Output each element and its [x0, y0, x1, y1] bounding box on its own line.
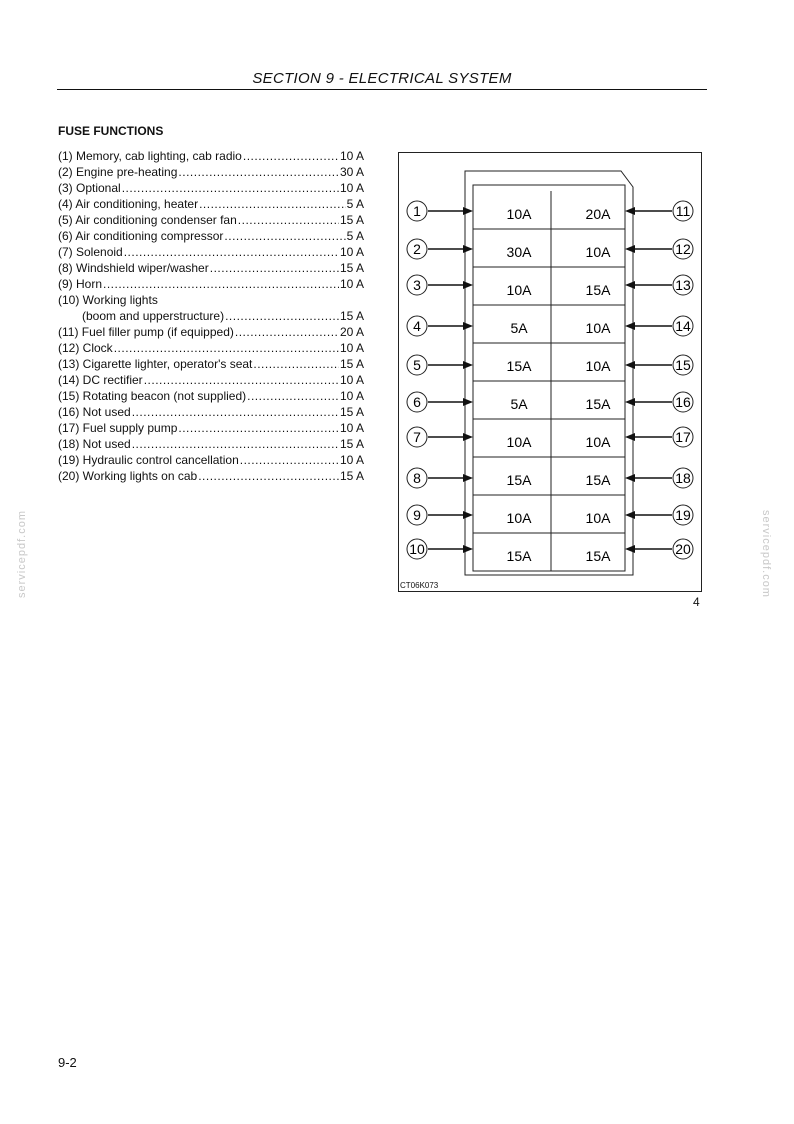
dot-leader [178, 164, 339, 180]
fuse-function-row [58, 276, 364, 292]
fuse-function-row [58, 340, 364, 356]
fuse-rating-right: 10A [585, 510, 611, 526]
fuse-function-amperage: 5 A [346, 197, 364, 211]
callout-number-left: 7 [413, 429, 421, 445]
fuse-function-amperage: 10 A [339, 341, 364, 355]
fuse-function-amperage: 10 A [339, 245, 364, 259]
arrow-right-icon [463, 245, 473, 253]
arrow-left-icon [625, 281, 635, 289]
fuse-function-row [58, 180, 364, 196]
fuse-function-amperage: 15 A [339, 469, 364, 483]
fuse-rating-left: 10A [506, 282, 532, 298]
dot-leader [199, 196, 346, 212]
fuse-function-row [58, 292, 364, 308]
fuse-function-label: (1) Memory, cab lighting, cab radio [58, 149, 242, 163]
fuse-rating-right: 15A [585, 472, 611, 488]
arrow-right-icon [463, 545, 473, 553]
fuse-function-label: (16) Not used [58, 405, 131, 419]
callout-number-right: 11 [675, 203, 691, 219]
callout-number-left: 3 [413, 277, 421, 293]
fuse-function-amperage: 15 A [339, 309, 364, 323]
arrow-right-icon [463, 398, 473, 406]
fuse-function-label: (13) Cigarette lighter, operator's seat [58, 357, 253, 371]
dot-leader [253, 356, 339, 372]
fuse-function-row [58, 356, 364, 372]
arrow-left-icon [625, 545, 635, 553]
fuse-rating-right: 10A [585, 434, 611, 450]
fuse-function-row [58, 324, 364, 340]
fuse-function-label: (20) Working lights on cab [58, 469, 198, 483]
callout-number-right: 16 [675, 394, 691, 410]
arrow-left-icon [625, 245, 635, 253]
callout-number-right: 18 [675, 470, 691, 486]
fuse-rating-right: 10A [585, 358, 611, 374]
figure-number: 4 [693, 595, 700, 609]
arrow-right-icon [463, 433, 473, 441]
fuse-function-amperage: 5 A [346, 229, 364, 243]
arrow-right-icon [463, 281, 473, 289]
fuse-function-row [58, 196, 364, 212]
callout-number-right: 13 [675, 277, 691, 293]
fuse-rating-left: 10A [506, 434, 532, 450]
fuse-rating-right: 10A [585, 320, 611, 336]
arrow-right-icon [463, 322, 473, 330]
fuse-function-label: (11) Fuel filler pump (if equipped) [58, 325, 234, 339]
fuse-function-label: (4) Air conditioning, heater [58, 197, 199, 211]
fuse-function-label: (6) Air conditioning compressor [58, 229, 224, 243]
callout-number-left: 9 [413, 507, 421, 523]
callout-number-right: 15 [675, 357, 691, 373]
callout-number-left: 1 [413, 203, 421, 219]
fuse-function-amperage: 10 A [339, 149, 364, 163]
fuse-rating-left: 10A [506, 510, 532, 526]
dot-leader [243, 148, 339, 164]
dot-leader [198, 468, 339, 484]
arrow-left-icon [625, 474, 635, 482]
callout-number-right: 14 [675, 318, 691, 334]
callout-number-left: 2 [413, 241, 421, 257]
fuse-function-amperage: 10 A [339, 277, 364, 291]
fuse-function-row [58, 212, 364, 228]
fuse-function-amperage: 15 A [339, 213, 364, 227]
fuse-function-row [58, 420, 364, 436]
fuse-rating-left: 15A [506, 358, 532, 374]
fuse-function-row [58, 164, 364, 180]
fuse-function-row [58, 260, 364, 276]
callout-number-left: 5 [413, 357, 421, 373]
fuse-function-label: (18) Not used [58, 437, 131, 451]
fuse-function-amperage: 15 A [339, 437, 364, 451]
fuse-rating-left: 15A [506, 548, 532, 564]
callout-number-left: 6 [413, 394, 421, 410]
fuse-function-amperage: 15 A [339, 405, 364, 419]
dot-leader [124, 244, 339, 260]
watermark-left: servicepdf.com [16, 510, 28, 598]
fuse-function-row [58, 468, 364, 484]
figure-code: CT06K073 [400, 581, 439, 590]
page-number: 9-2 [58, 1055, 77, 1070]
fuse-rating-right: 15A [585, 548, 611, 564]
fuse-function-row [58, 436, 364, 452]
fuse-function-row [58, 228, 364, 244]
fuse-function-label: (2) Engine pre-heating [58, 165, 178, 179]
fuse-box-diagram [398, 152, 702, 592]
fuse-function-label: (12) Clock [58, 341, 113, 355]
dot-leader [132, 404, 339, 420]
callout-number-right: 12 [675, 241, 691, 257]
fuse-function-label: (19) Hydraulic control cancellation [58, 453, 239, 467]
dot-leader [122, 180, 339, 196]
arrow-left-icon [625, 361, 635, 369]
callout-number-right: 20 [675, 541, 691, 557]
fuse-function-amperage: 10 A [339, 181, 364, 195]
fuse-function-amperage: 30 A [339, 165, 364, 179]
fuse-function-label: (7) Solenoid [58, 245, 123, 259]
fuse-function-amperage: 10 A [339, 421, 364, 435]
fuse-function-amperage: 10 A [339, 373, 364, 387]
dot-leader [114, 340, 339, 356]
dot-leader [238, 212, 339, 228]
watermark-right: servicepdf.com [760, 510, 772, 598]
arrow-left-icon [625, 322, 635, 330]
section-header: SECTION 9 - ELECTRICAL SYSTEM [57, 70, 707, 90]
fuse-function-label: (9) Horn [58, 277, 103, 291]
dot-leader [132, 436, 339, 452]
dot-leader [103, 276, 339, 292]
fuse-function-label: (5) Air conditioning condenser fan [58, 213, 237, 227]
fuse-function-amperage: 10 A [339, 389, 364, 403]
fuse-rating-left: 30A [506, 244, 532, 260]
fuse-rating-right: 20A [585, 206, 611, 222]
arrow-right-icon [463, 207, 473, 215]
fuse-function-row [58, 372, 364, 388]
fuse-function-amperage: 20 A [339, 325, 364, 339]
arrow-left-icon [625, 433, 635, 441]
dot-leader [224, 228, 345, 244]
dot-leader [240, 452, 339, 468]
fuse-function-label: (15) Rotating beacon (not supplied) [58, 389, 247, 403]
arrow-right-icon [463, 474, 473, 482]
fuse-function-row [58, 404, 364, 420]
fuse-rating-left: 5A [510, 320, 528, 336]
dot-leader [178, 420, 339, 436]
fuse-rating-left: 15A [506, 472, 532, 488]
fuse-function-amperage: 15 A [339, 261, 364, 275]
fuse-function-row [58, 148, 364, 164]
callout-number-left: 10 [409, 541, 425, 557]
fuse-rating-right: 15A [585, 282, 611, 298]
fuse-rating-left: 10A [506, 206, 532, 222]
fuse-function-row [58, 452, 364, 468]
arrow-left-icon [625, 398, 635, 406]
dot-leader [235, 324, 339, 340]
arrow-right-icon [463, 361, 473, 369]
fuse-function-label: (boom and upperstructure) [82, 309, 225, 323]
fuse-function-label: (3) Optional [58, 181, 121, 195]
dot-leader [144, 372, 339, 388]
dot-leader [225, 308, 339, 324]
fuse-function-label: (14) DC rectifier [58, 373, 143, 387]
fuse-rating-right: 15A [585, 396, 611, 412]
callout-number-left: 8 [413, 470, 421, 486]
fuse-function-list [58, 148, 364, 484]
arrow-left-icon [625, 511, 635, 519]
dot-leader [247, 388, 339, 404]
callout-number-right: 19 [675, 507, 691, 523]
fuse-function-row [58, 244, 364, 260]
callout-number-left: 4 [413, 318, 421, 334]
fuse-function-row [58, 388, 364, 404]
arrow-left-icon [625, 207, 635, 215]
dot-leader [210, 260, 339, 276]
callout-number-right: 17 [675, 429, 691, 445]
fuse-function-label: (17) Fuel supply pump [58, 421, 178, 435]
fuse-function-row-continued [58, 308, 364, 324]
arrow-right-icon [463, 511, 473, 519]
fuse-functions-title: FUSE FUNCTIONS [58, 124, 164, 138]
fuse-function-label: (10) Working lights [58, 293, 158, 307]
fuse-function-amperage: 10 A [339, 453, 364, 467]
fuse-rating-right: 10A [585, 244, 611, 260]
fuse-rating-left: 5A [510, 396, 528, 412]
fuse-function-label: (8) Windshield wiper/washer [58, 261, 209, 275]
fuse-function-amperage: 15 A [339, 357, 364, 371]
fuse-box-svg [399, 153, 703, 593]
